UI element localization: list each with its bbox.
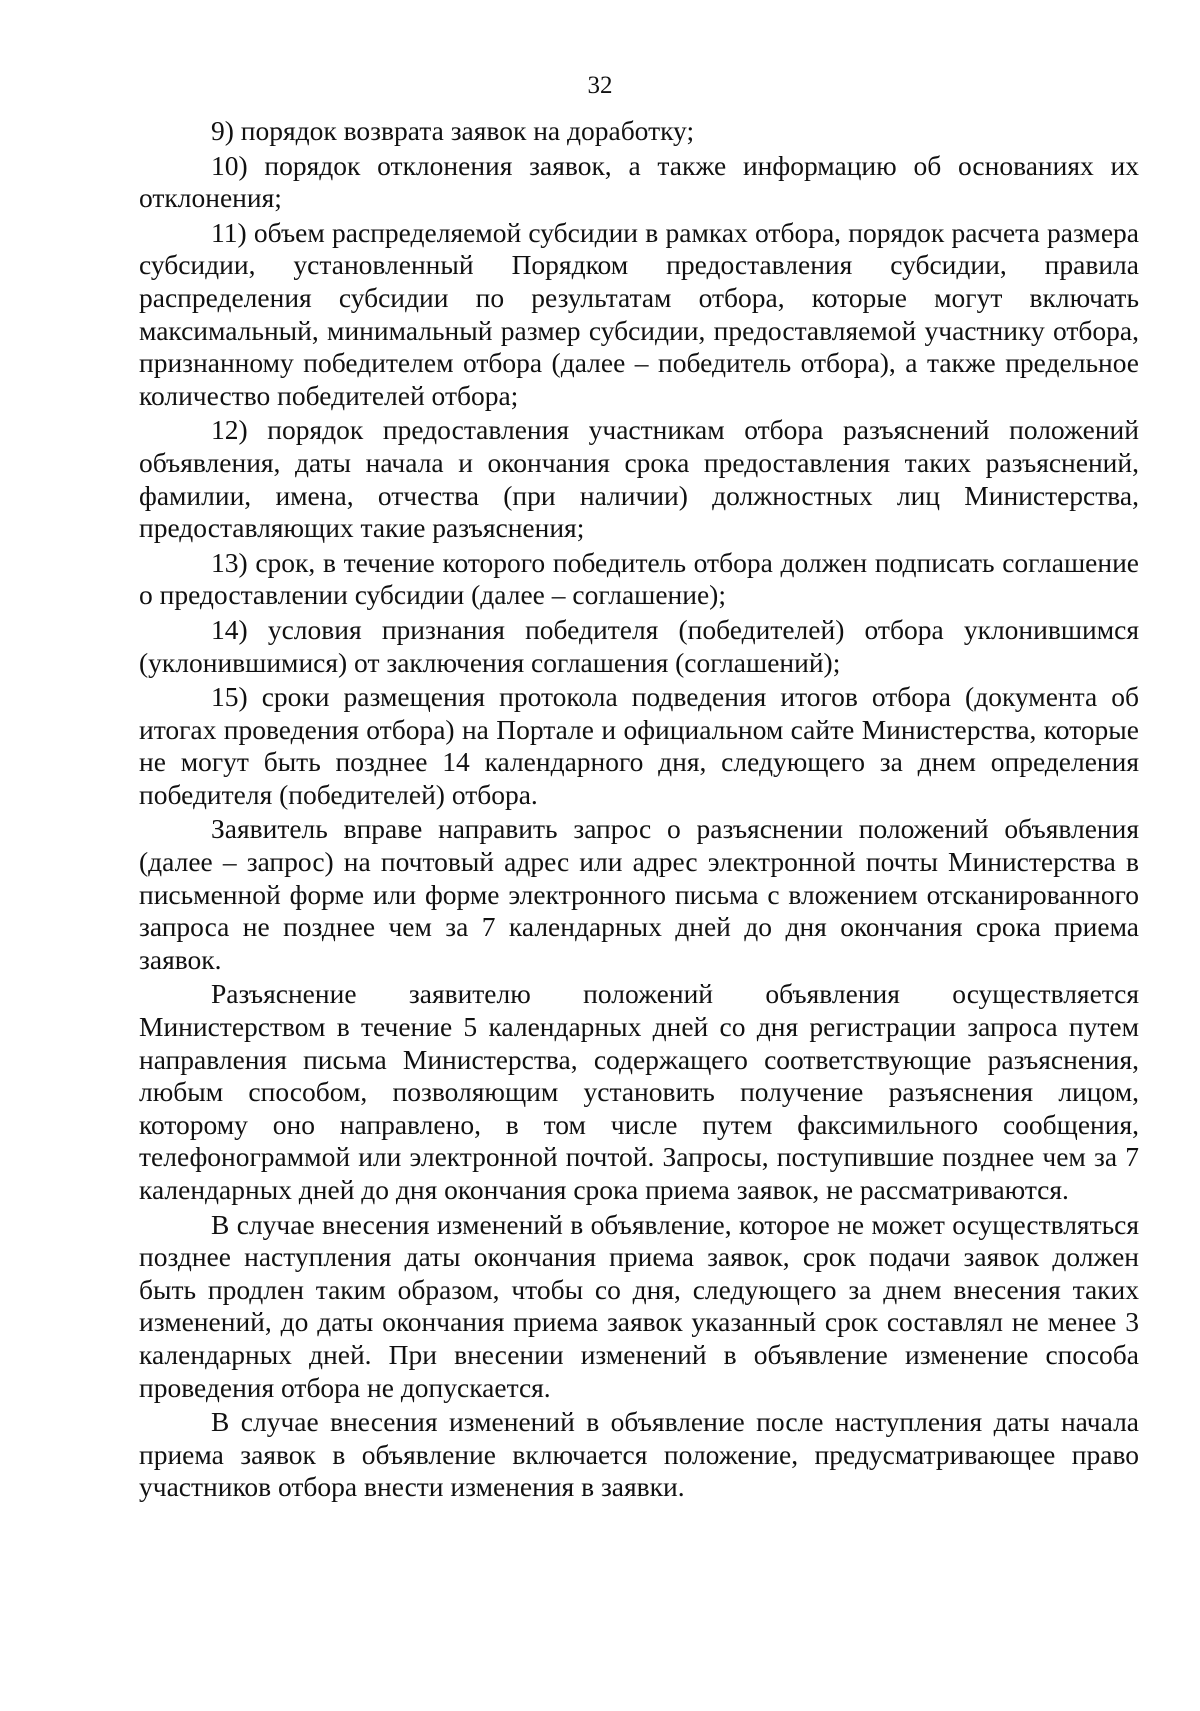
paragraph-clarification: Разъяснение заявителю положений объявления осуществляется Министерством в течение 5 календарных дней со дня регистрации запроса путем направления письма Министерства, содержащего соответствующие разъяснения, любым способом, позволяющим установить получение разъяснения лицом, которому оно направлено, в том числе путем факсимильного сообщения, телефонограммой или электронной почтой. Запросы, поступившие позднее чем за 7 календарных дней до дня окончания срока приема заявок, не рассматриваются. (139, 978, 1139, 1205)
list-item-15: 15) сроки размещения протокола подведения итогов отбора (документа об итогах проведения отбора) на Портале и официальном сайте Министерства, которые не могут быть позднее 14 календарного дня, следующего за днем определения победителя (победителей) отбора. (139, 681, 1139, 810)
paragraph-changes-after-start: В случае внесения изменений в объявление после наступления даты начала приема заявок в объявление включается положение, предусматривающее право участников отбора внести изменения в заявки. (139, 1406, 1139, 1503)
page-number: 32 (587, 72, 613, 99)
list-item-14: 14) условия признания победителя (победителей) отбора уклонившимся (уклонившимися) от заключения соглашения (соглашений); (139, 613, 1139, 678)
list-item-13: 13) срок, в течение которого победитель отбора должен подписать соглашение о предоставлении субсидии (далее – соглашение); (139, 546, 1139, 611)
list-item-10: 10) порядок отклонения заявок, а также информацию об основаниях их отклонения; (139, 149, 1139, 214)
paragraph-request: Заявитель вправе направить запрос о разъяснении положений объявления (далее – запрос) на почтовый адрес или адрес электронной почты Министерства в письменной форме или форме электронного письма с вложением отсканированного запроса не позднее чем за 7 календарных дней до дня окончания срока приема заявок. (139, 813, 1139, 975)
list-item-11: 11) объем распределяемой субсидии в рамках отбора, порядок расчета размера субсидии, установленный Порядком предоставления субсидии, правила распределения субсидии по результатам отбора, которые могут включать максимальный, минимальный размер субсидии, предоставляемой участнику отбора, признанному победителем отбора (далее – победитель отбора), а также предельное количество победителей отбора; (139, 216, 1139, 411)
paragraph-changes: В случае внесения изменений в объявление, которое не может осуществляться позднее наступления даты окончания приема заявок, срок подачи заявок должен быть продлен таким образом, чтобы со дня, следующего за днем внесения таких изменений, до даты окончания приема заявок указанный срок составлял не менее 3 календарных дней. При внесении изменений в объявление изменение способа проведения отбора не допускается. (139, 1208, 1139, 1403)
list-item-12: 12) порядок предоставления участникам отбора разъяснений положений объявления, даты начала и окончания срока предоставления таких разъяснений, фамилии, имена, отчества (при наличии) должностных лиц Министерства, предоставляющих такие разъяснения; (139, 414, 1139, 544)
document-body (139, 115, 1139, 1504)
list-item-9: 9) порядок возврата заявок на доработку; (211, 115, 695, 146)
